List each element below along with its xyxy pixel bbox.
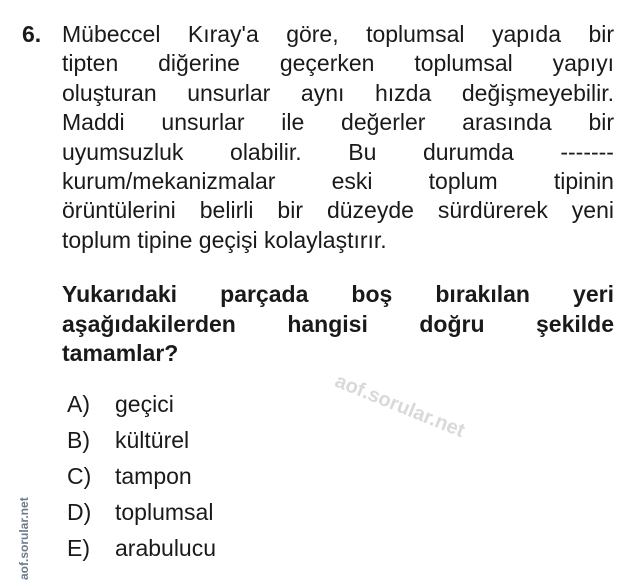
prompt-word: hangisi xyxy=(287,310,368,337)
passage-word: bir xyxy=(277,197,303,224)
option-text: toplumsal xyxy=(115,499,214,525)
passage-word: toplumsal xyxy=(366,21,465,47)
passage-word: Maddi xyxy=(62,109,125,136)
passage-word: Kıray'a xyxy=(187,21,259,47)
passage-line xyxy=(62,20,614,49)
option-letter: C) xyxy=(67,463,92,489)
passage-line xyxy=(62,108,614,137)
option-letter: D) xyxy=(67,499,92,525)
passage-word: toplum xyxy=(428,168,498,195)
prompt-word: doğru xyxy=(419,310,485,337)
watermark-diagonal: aof.sorular.net xyxy=(331,370,468,443)
passage-word: bir xyxy=(588,109,614,136)
passage-line xyxy=(62,138,614,167)
passage-word: unsurlar xyxy=(187,79,271,106)
option-d[interactable] xyxy=(67,494,216,530)
passage-word: bir xyxy=(588,21,614,47)
option-letter: E) xyxy=(67,535,90,561)
passage-line xyxy=(62,79,614,108)
passage-word: diğerine xyxy=(158,50,240,77)
passage-word: yapıyı xyxy=(552,50,614,77)
passage-word: eski xyxy=(331,168,373,195)
option-letter: B) xyxy=(67,427,90,453)
watermark-vertical: aof.sorular.net xyxy=(17,497,31,580)
passage-word: Mübeccel xyxy=(62,21,161,47)
option-text: kültürel xyxy=(115,427,190,453)
prompt-word: Yukarıdaki xyxy=(62,281,178,307)
prompt-word: şekilde xyxy=(535,310,614,337)
passage-word: sürdürerek xyxy=(437,197,548,224)
question-prompt xyxy=(62,280,614,369)
prompt-line xyxy=(62,310,614,340)
passage-word: arasında xyxy=(462,109,552,136)
option-letter: A) xyxy=(67,391,90,417)
passage-line xyxy=(62,49,614,78)
passage-word: yapıda xyxy=(491,21,561,47)
passage-word: uyumsuzluk xyxy=(62,138,184,165)
option-text: tampon xyxy=(115,463,192,489)
option-c[interactable] xyxy=(67,458,216,494)
passage-word: değerler xyxy=(341,109,426,136)
passage-word: tipinin xyxy=(553,168,614,195)
passage-word: tipten xyxy=(62,50,119,77)
passage-word: kurum/mekanizmalar xyxy=(62,168,276,195)
question-number: 6. xyxy=(22,21,42,47)
passage-word: ile xyxy=(281,109,305,136)
prompt-word: bırakılan xyxy=(435,281,530,307)
passage-word: düzeyde xyxy=(326,197,414,224)
prompt-word: aşağıdakilerden xyxy=(62,310,236,337)
passage-line xyxy=(62,167,614,196)
passage-line xyxy=(62,196,614,225)
passage-word: değişmeyebilir. xyxy=(461,79,614,106)
prompt-word: tamamlar? xyxy=(62,340,179,366)
option-text: arabulucu xyxy=(115,535,217,561)
passage-word: unsurlar xyxy=(161,109,245,136)
prompt-line xyxy=(62,280,614,310)
prompt-word: yeri xyxy=(573,281,614,307)
passage-word: hızda xyxy=(375,79,432,106)
passage-word: oluşturan xyxy=(62,79,157,106)
option-a[interactable] xyxy=(67,386,216,422)
passage-word: göre, xyxy=(286,21,339,47)
option-e[interactable] xyxy=(67,530,216,566)
option-text: geçici xyxy=(115,391,174,417)
prompt-word: parçada xyxy=(220,281,309,307)
passage-word: toplumsal xyxy=(414,50,513,77)
passage-word: örüntülerini xyxy=(62,197,176,224)
passage-word: geçerken xyxy=(279,50,375,77)
question-passage xyxy=(62,20,614,255)
prompt-line xyxy=(62,339,614,369)
answer-options xyxy=(67,386,216,566)
option-b[interactable] xyxy=(67,422,216,458)
passage-word: toplum tipine geçişi kolaylaştırır. xyxy=(62,226,387,253)
passage-line xyxy=(62,226,614,255)
passage-word: Bu xyxy=(348,138,377,165)
prompt-word: boş xyxy=(351,281,393,307)
passage-word: durumda xyxy=(422,138,514,165)
passage-word: belirli xyxy=(199,197,254,224)
blank-placeholder: ------- xyxy=(560,138,614,165)
passage-word: olabilir. xyxy=(230,138,302,165)
passage-word: yeni xyxy=(571,197,614,224)
passage-word: aynı xyxy=(300,79,345,106)
